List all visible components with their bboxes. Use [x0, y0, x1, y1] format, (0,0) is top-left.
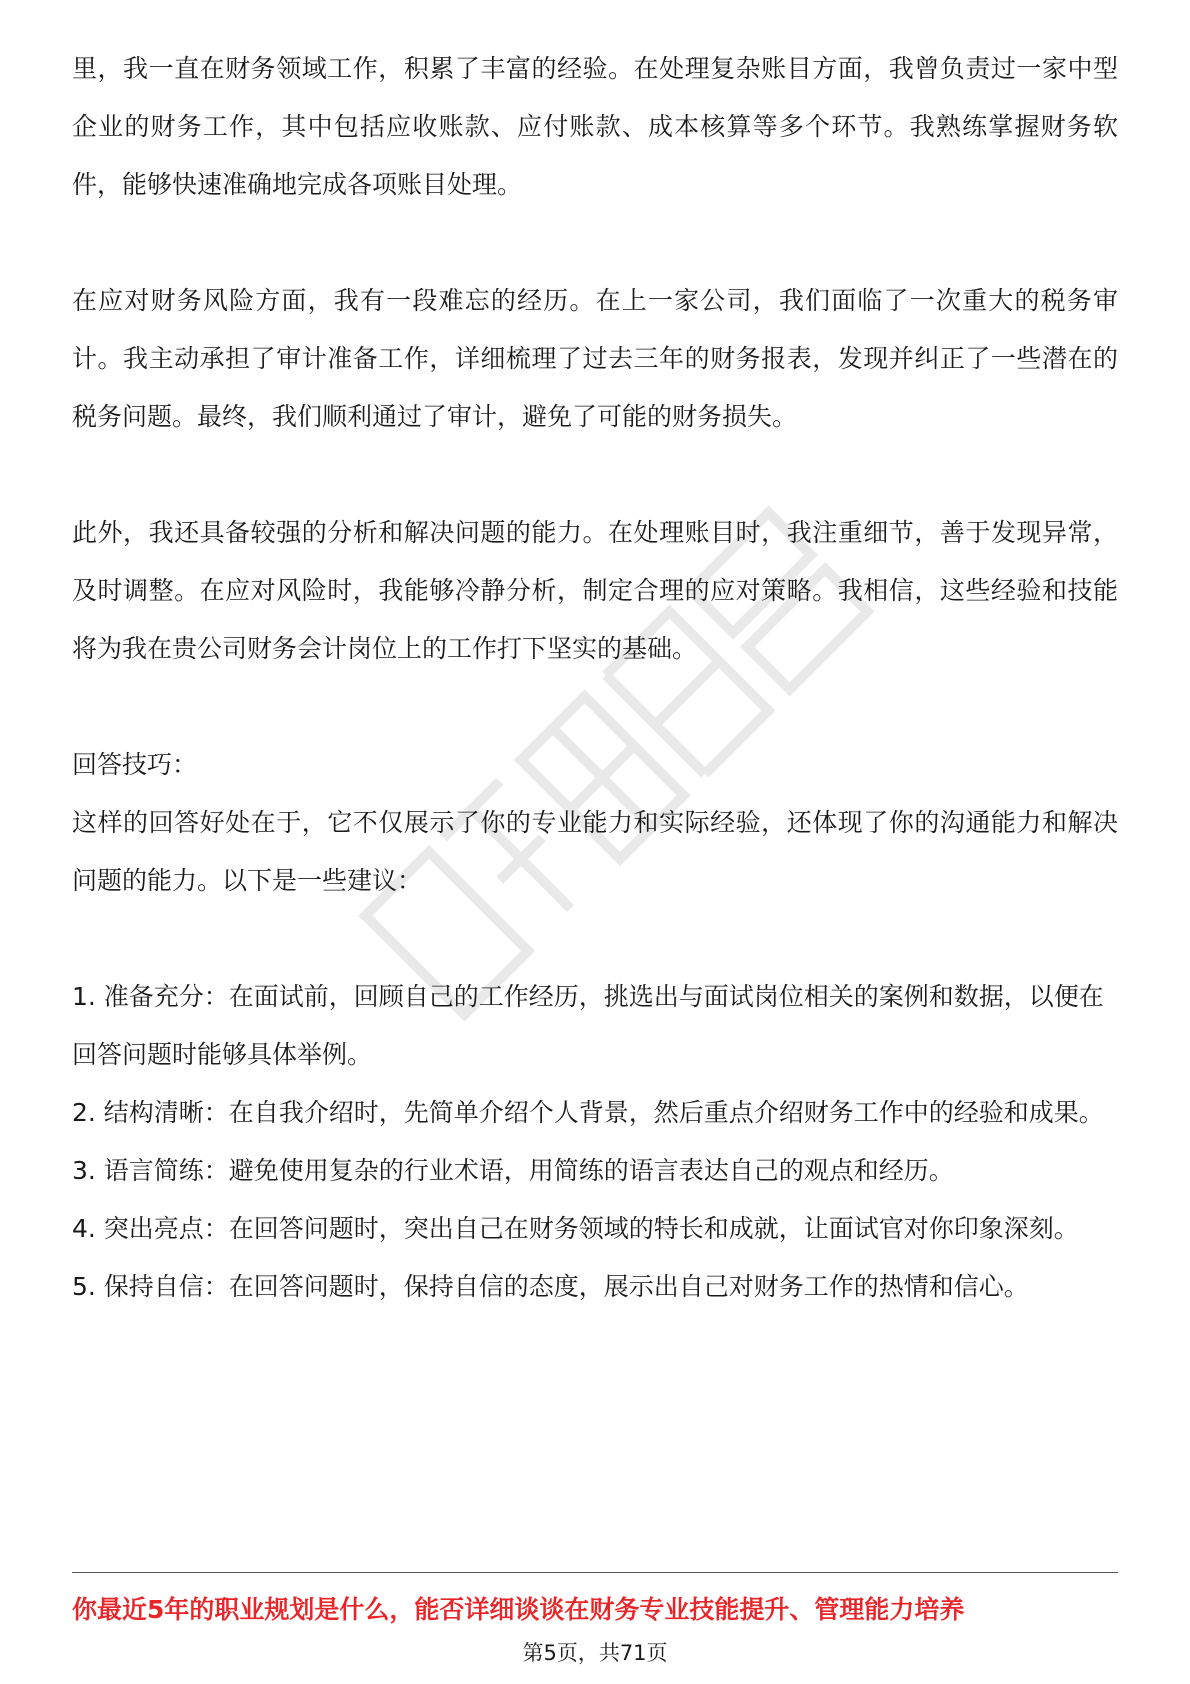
tips-intro: 这样的回答好处在于，它不仅展示了你的专业能力和实际经验，还体现了你的沟通能力和解决问题的能力。以下是一些建议：	[72, 808, 1118, 895]
section-divider	[72, 1572, 1118, 1573]
next-question-heading: 你最近5年的职业规划是什么，能否详细谈谈在财务专业技能提升、管理能力培养	[72, 1595, 965, 1624]
paragraph-risk: 在应对财务风险方面，我有一段难忘的经历。在上一家公司，我们面临了一次重大的税务审计。我主动承担了审计准备工作，详细梳理了过去三年的财务报表，发现并纠正了一些潜在的税务问题。最终，我们顺利通过了审计，避免了可能的财务损失。	[72, 286, 1118, 431]
paragraph-gap	[72, 214, 1118, 272]
paragraph-gap	[72, 446, 1118, 504]
paragraph-skills: 此外，我还具备较强的分析和解决问题的能力。在处理账目时，我注重细节，善于发现异常，及时调整。在应对风险时，我能够冷静分析，制定合理的应对策略。我相信，这些经验和技能将为我在贵公司财务会计岗位上的工作打下坚实的基础。	[72, 518, 1118, 663]
tips-list	[72, 968, 1118, 1316]
tips-list-item: 4. 突出亮点：在回答问题时，突出自己在财务领域的特长和成就，让面试官对你印象深刻。	[72, 1214, 1079, 1243]
tips-list-item: 2. 结构清晰：在自我介绍时，先简单介绍个人背景，然后重点介绍财务工作中的经验和成果。	[72, 1098, 1104, 1127]
tips-list-item: 1. 准备充分：在面试前，回顾自己的工作经历，挑选出与面试岗位相关的案例和数据，以便在回答问题时能够具体举例。	[72, 982, 1104, 1069]
tips-heading: 回答技巧：	[72, 750, 198, 779]
paragraph-experience: 里，我一直在财务领域工作，积累了丰富的经验。在处理复杂账目方面，我曾负责过一家中型企业的财务工作，其中包括应收账款、应付账款、成本核算等多个环节。我熟练掌握财务软件，能够快速准确地完成各项账目处理。	[72, 54, 1118, 199]
paragraph-gap	[72, 678, 1118, 736]
tips-list-item: 3. 语言简练：避免使用复杂的行业术语，用简练的语言表达自己的观点和经历。	[72, 1156, 954, 1185]
document-body	[72, 40, 1118, 1316]
tips-list-item: 5. 保持自信：在回答问题时，保持自信的态度，展示出自己对财务工作的热情和信心。	[72, 1272, 1029, 1301]
page-number: 第5页，共71页	[522, 1641, 668, 1665]
paragraph-gap	[72, 910, 1118, 968]
